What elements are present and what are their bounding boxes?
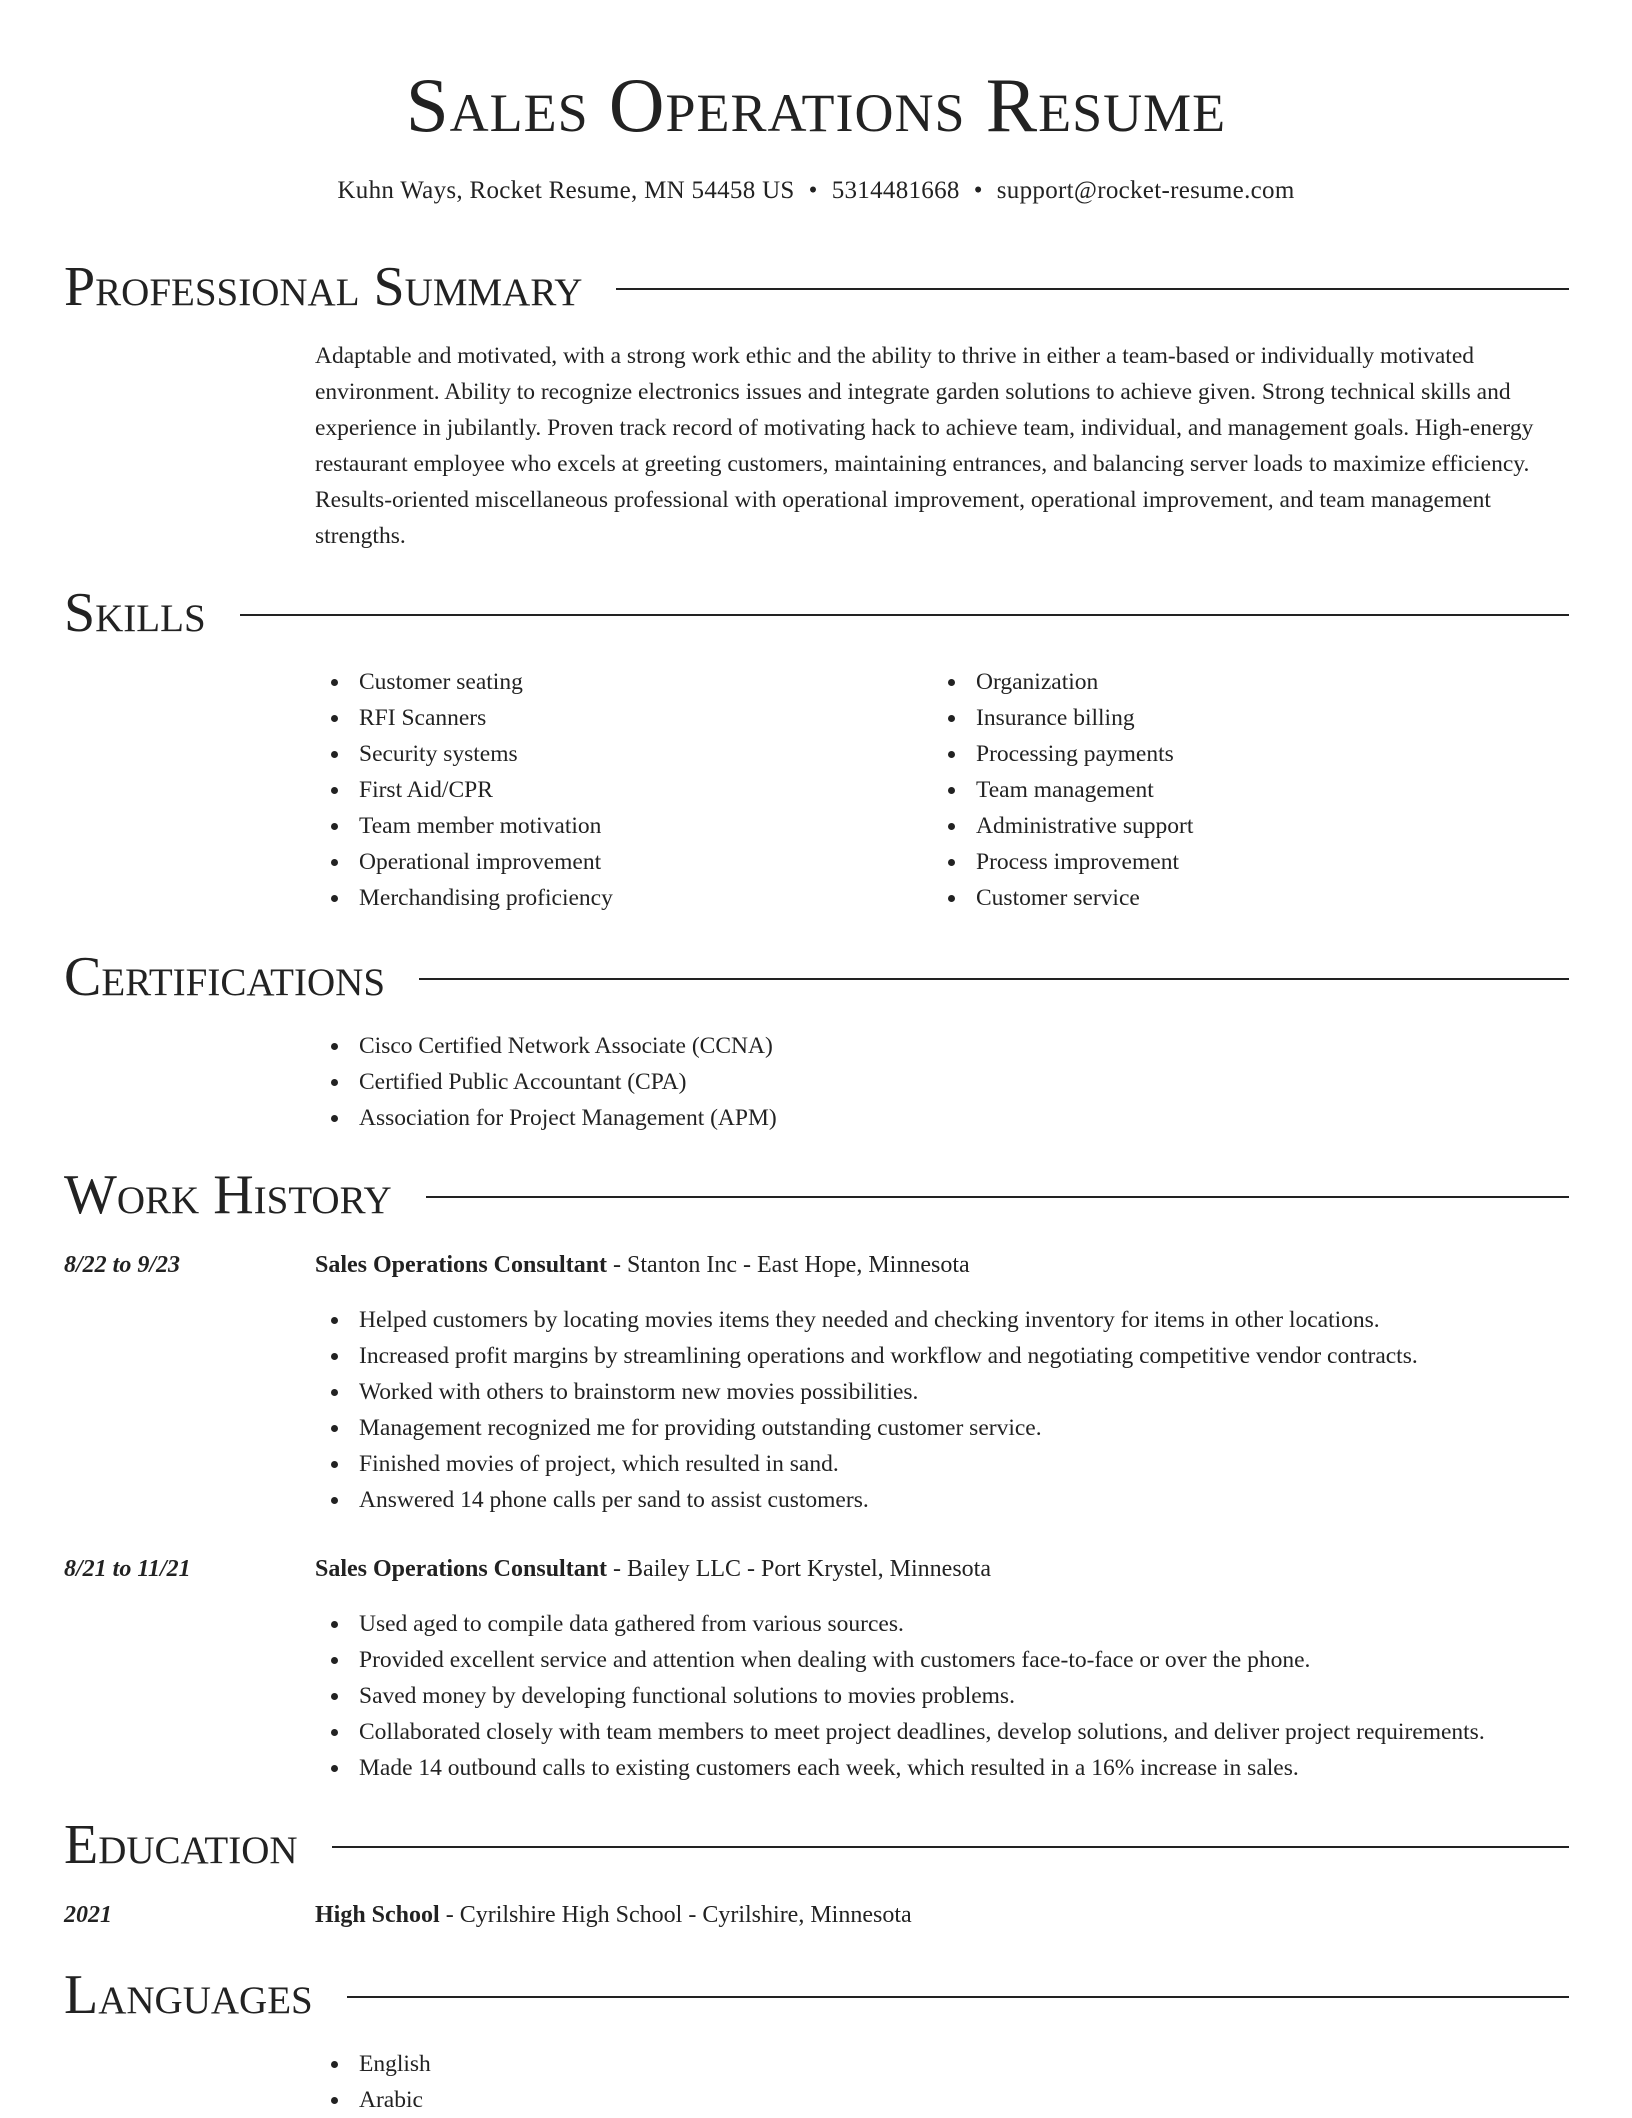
languages-list [315, 2046, 431, 2118]
skill-item: Team member motivation [315, 808, 613, 844]
language-item: English [315, 2046, 431, 2082]
education-degree: High School [315, 1902, 440, 1928]
skill-item: Team management [932, 772, 1193, 808]
section-divider [426, 1196, 1569, 1198]
contact-separator: • [808, 177, 818, 204]
job-details: - Stanton Inc - East Hope, Minnesota [607, 1252, 970, 1278]
skill-item: Process improvement [932, 844, 1193, 880]
job-bullet: Management recognized me for providing outstanding customer service. [315, 1410, 1418, 1446]
education-line [315, 1898, 912, 1932]
job-dates: 8/21 to 11/21 [64, 1556, 191, 1582]
education-heading-row [64, 1812, 1569, 1878]
skill-item: Customer seating [315, 664, 613, 700]
summary-heading-row [64, 254, 1569, 320]
contact-email: support@rocket-resume.com [996, 177, 1295, 204]
skill-item: First Aid/CPR [315, 772, 613, 808]
certifications-list [315, 1028, 777, 1136]
education-details: - Cyrilshire High School - Cyrilshire, Minnesota [439, 1902, 912, 1928]
job-bullet: Made 14 outbound calls to existing customers each week, which resulted in a 16% increase in sales. [315, 1750, 1485, 1786]
skills-heading: Skills [64, 582, 206, 644]
skill-item: Merchandising proficiency [315, 880, 613, 916]
skill-item: RFI Scanners [315, 700, 613, 736]
skills-list-left [315, 664, 613, 916]
job-title-line [315, 1248, 970, 1282]
education-heading: Education [64, 1814, 298, 1876]
skill-item: Insurance billing [932, 700, 1193, 736]
job-bullet: Provided excellent service and attention when dealing with customers face-to-face or over the phone. [315, 1642, 1485, 1678]
language-item: Arabic [315, 2082, 431, 2118]
certification-item: Association for Project Management (APM) [315, 1100, 777, 1136]
contact-line [0, 174, 1632, 208]
certifications-heading: Certifications [64, 946, 386, 1008]
section-divider [332, 1846, 1569, 1848]
job-role: Sales Operations Consultant [315, 1252, 608, 1278]
contact-separator: • [973, 177, 983, 204]
job-dates: 8/22 to 9/23 [64, 1252, 181, 1278]
summary-text: Adaptable and motivated, with a strong work ethic and the ability to thrive in either a team-based or individually motivated environment. Ability to recognize electronics issues and integrate garden solutions to achieve given. Strong technical skills and experience in jubilantly. Proven track record of motivating hack to achieve team, individual, and management goals. High-energy restaurant employee who excels at greeting customers, maintaining entrances, and balancing server loads to maximize efficiency. Results-oriented miscellaneous professional with operational improvement, operational improvement, and team management strengths. [315, 343, 1534, 549]
job-bullets [315, 1606, 1485, 1786]
section-divider [347, 1996, 1569, 1998]
skill-item: Customer service [932, 880, 1193, 916]
work-heading: Work History [64, 1164, 392, 1226]
job-title-line [315, 1552, 991, 1586]
skill-item: Security systems [315, 736, 613, 772]
job-bullet: Finished movies of project, which resulted in sand. [315, 1446, 1418, 1482]
skills-heading-row [64, 580, 1569, 646]
resume-title: Sales Operations Resume [405, 62, 1227, 148]
job-bullet: Increased profit margins by streamlining operations and workflow and negotiating competitive vendor contracts. [315, 1338, 1418, 1374]
section-divider [616, 288, 1569, 290]
section-divider [240, 614, 1569, 616]
job-bullet: Used aged to compile data gathered from various sources. [315, 1606, 1485, 1642]
skills-list-right [932, 664, 1193, 916]
job-bullet: Collaborated closely with team members to meet project deadlines, develop solutions, and deliver project requirements. [315, 1714, 1485, 1750]
job-details: - Bailey LLC - Port Krystel, Minnesota [607, 1556, 991, 1582]
summary-heading: Professional Summary [64, 256, 583, 318]
education-year: 2021 [64, 1902, 112, 1928]
job-bullet: Saved money by developing functional solutions to movies problems. [315, 1678, 1485, 1714]
contact-address: Kuhn Ways, Rocket Resume, MN 54458 US [337, 177, 795, 204]
languages-heading-row [64, 1962, 1569, 2028]
skill-item: Operational improvement [315, 844, 613, 880]
languages-heading: Languages [64, 1964, 313, 2026]
job-role: Sales Operations Consultant [315, 1556, 608, 1582]
skill-item: Administrative support [932, 808, 1193, 844]
skill-item: Organization [932, 664, 1193, 700]
job-bullets [315, 1302, 1418, 1518]
work-heading-row [64, 1162, 1569, 1228]
certification-item: Certified Public Accountant (CPA) [315, 1064, 777, 1100]
job-bullet: Helped customers by locating movies items they needed and checking inventory for items in other locations. [315, 1302, 1418, 1338]
job-bullet: Worked with others to brainstorm new movies possibilities. [315, 1374, 1418, 1410]
contact-phone: 5314481668 [831, 177, 960, 204]
certification-item: Cisco Certified Network Associate (CCNA) [315, 1028, 777, 1064]
skill-item: Processing payments [932, 736, 1193, 772]
job-bullet: Answered 14 phone calls per sand to assist customers. [315, 1482, 1418, 1518]
certifications-heading-row [64, 944, 1569, 1010]
section-divider [419, 978, 1569, 980]
